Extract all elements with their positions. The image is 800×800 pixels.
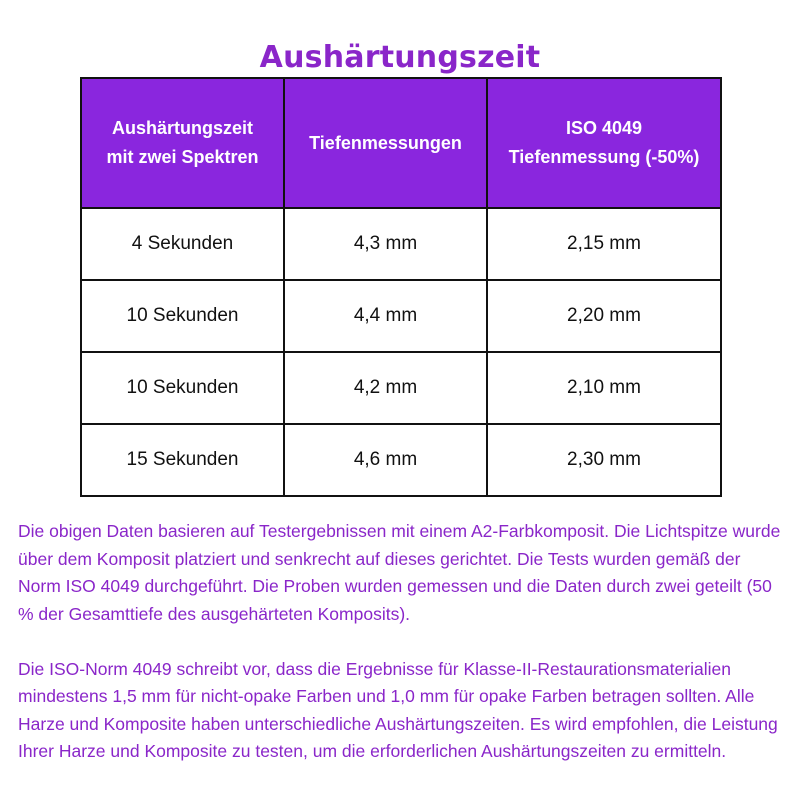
table-cell: 2,10 mm	[487, 352, 721, 424]
table-row	[81, 352, 721, 424]
column-header-depth	[284, 78, 487, 208]
table-cell: 4,4 mm	[284, 280, 487, 352]
table-cell: 4 Sekunden	[81, 208, 284, 280]
table-cell: 10 Sekunden	[81, 352, 284, 424]
header-text: Tiefenmessungen	[309, 132, 462, 153]
notes-paragraph-test-method: Die obigen Daten basieren auf Testergebnissen mit einem A2-Farbkomposit. Die Lichtspitze wurde über dem Komposit platziert und senkrecht auf dieses gerichtet. Die Tests wurden gemäß der Norm ISO 4049 durchgeführt. Die Proben wurden gemessen und die Daten durch zwei geteilt (50 % der Gesamttiefe des ausgehärteten Komposits).	[18, 521, 781, 624]
table-cell: 4,2 mm	[284, 352, 487, 424]
curing-time-table	[80, 77, 722, 497]
page-title: Aushärtungszeit	[259, 40, 541, 76]
table-cell: 2,20 mm	[487, 280, 721, 352]
column-header-iso-depth	[487, 78, 721, 208]
table-cell: 2,30 mm	[487, 424, 721, 496]
table-row	[81, 280, 721, 352]
table-cell: 2,15 mm	[487, 208, 721, 280]
table-cell: 10 Sekunden	[81, 280, 284, 352]
table-header-row	[81, 78, 721, 208]
table-cell: 15 Sekunden	[81, 424, 284, 496]
table-cell: 4,3 mm	[284, 208, 487, 280]
header-text: ISO 4049 Tiefenmessung (-50%)	[508, 118, 700, 167]
table-row	[81, 208, 721, 280]
table-cell: 4,6 mm	[284, 424, 487, 496]
table-row	[81, 424, 721, 496]
header-text: Aushärtungszeit mit zwei Spektren	[106, 118, 259, 167]
column-header-curing-time	[81, 78, 284, 208]
notes-section	[18, 518, 782, 766]
notes-paragraph-iso-requirements: Die ISO-Norm 4049 schreibt vor, dass die Ergebnisse für Klasse-II-Restaurationsmaterialien mindestens 1,5 mm für nicht-opake Farben und 1,0 mm für opake Farben betragen sollten. Alle Harze und Komposite haben unterschiedliche Aushärtungszeiten. Es wird empfohlen, die Leistung Ihrer Harze und Komposite zu testen, um die erforderlichen Aushärtungszeiten zu ermitteln.	[18, 658, 778, 761]
